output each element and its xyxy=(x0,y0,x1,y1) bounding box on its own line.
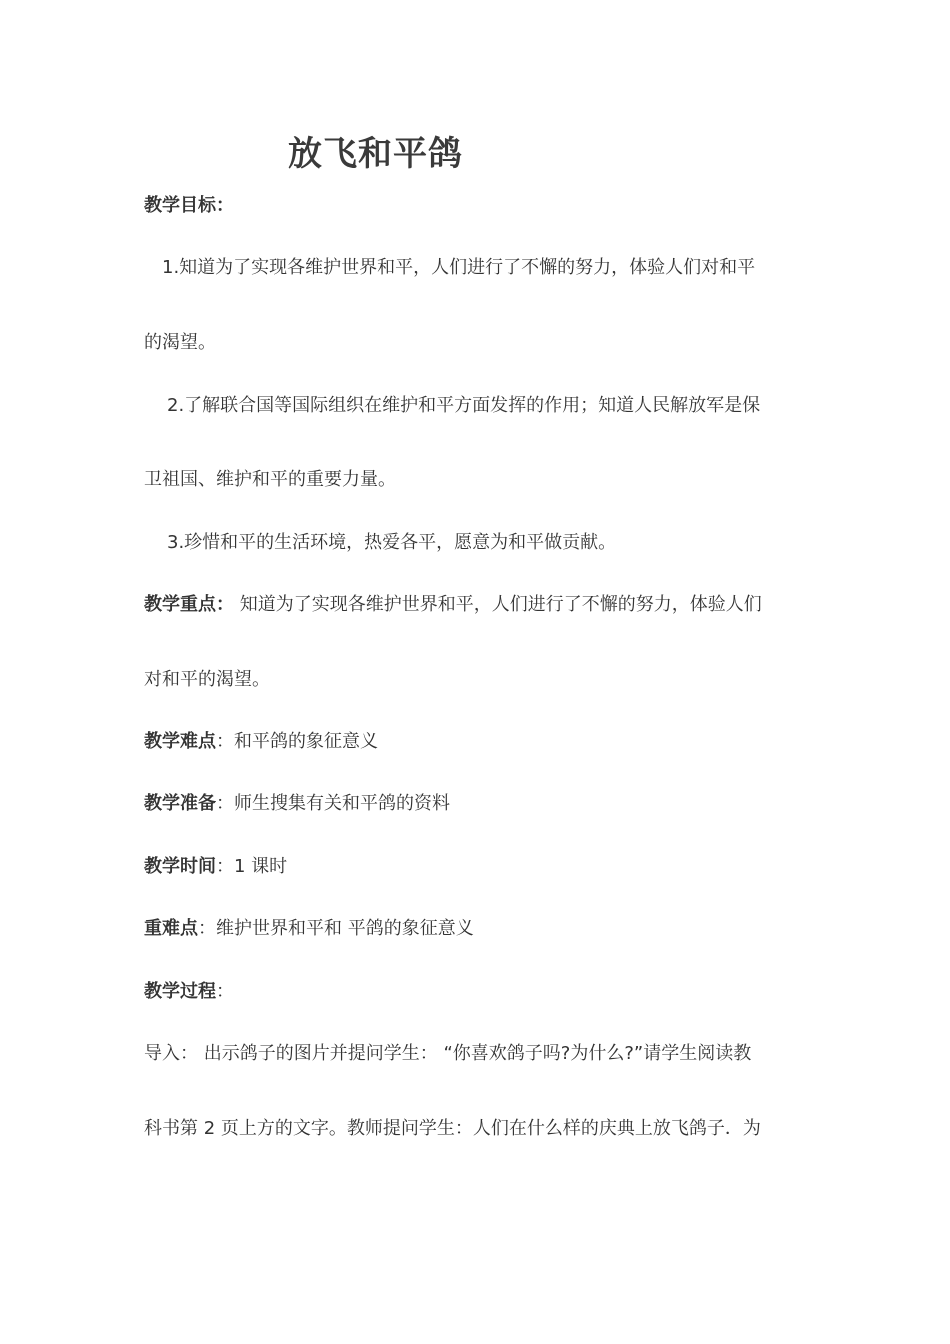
objective-1-line-2: 的渴望。 xyxy=(144,332,216,353)
key-point-line-2: 对和平的渴望。 xyxy=(144,669,270,690)
key-point-line-1 xyxy=(144,593,762,617)
preparation-line xyxy=(144,792,450,816)
time-text: ：1 课时 xyxy=(216,856,288,877)
preparation-text: ：师生搜集有关和平鸽的资料 xyxy=(216,793,450,814)
process-label: 教学过程 xyxy=(144,981,216,1002)
difficulty-label: 教学难点 xyxy=(144,731,216,752)
difficulty-text: ：和平鸽的象征意义 xyxy=(216,731,378,752)
key-point-text: 知道为了实现各维护世界和平，人们进行了不懈的努力，体验人们 xyxy=(234,594,762,615)
objective-3: 3.珍惜和平的生活环境，热爱各平，愿意为和平做贡献。 xyxy=(167,532,617,553)
process-text: ： xyxy=(216,981,234,1002)
preparation-label: 教学准备 xyxy=(144,793,216,814)
time-line xyxy=(144,855,287,879)
objective-1-line-1: 1.知道为了实现各维护世界和平，人们进行了不懈的努力，体验人们对和平 xyxy=(162,257,756,278)
document-title: 放飞和平鸽 xyxy=(288,134,463,174)
intro-line-1: 导入： 出示鸽子的图片并提问学生： “你喜欢鸽子吗?为什么?”请学生阅读教 xyxy=(144,1043,752,1064)
intro-line-2: 科书第 2 页上方的文字。教师提问学生：人们在什么样的庆典上放飞鸽子．为 xyxy=(144,1118,761,1139)
objectives-heading: 教学目标： xyxy=(144,195,234,216)
key-point-label: 教学重点： xyxy=(144,594,234,615)
difficulty-line xyxy=(144,730,378,754)
objective-2-line-1: 2.了解联合国等国际组织在维护和平方面发挥的作用；知道人民解放军是保 xyxy=(167,395,761,416)
key-difficulty-label: 重难点 xyxy=(144,918,198,939)
key-difficulty-line xyxy=(144,917,474,941)
key-difficulty-text: ：维护世界和平和 平鸽的象征意义 xyxy=(198,918,474,939)
process-line xyxy=(144,980,234,1004)
objective-2-line-2: 卫祖国、维护和平的重要力量。 xyxy=(144,469,396,490)
time-label: 教学时间 xyxy=(144,856,216,877)
